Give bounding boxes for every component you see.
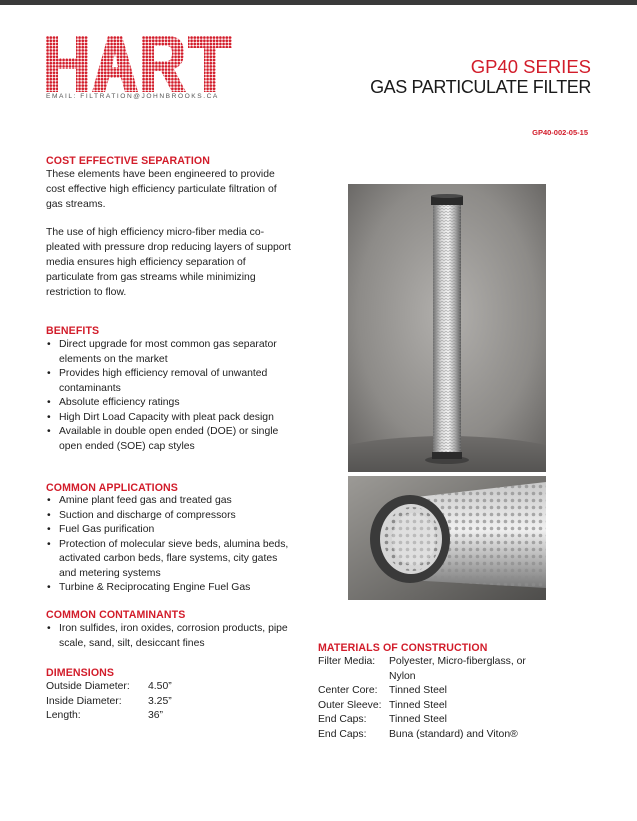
- dimension-label: Inside Diameter:: [46, 695, 122, 707]
- end-cap-closeup-photo: [348, 476, 546, 600]
- filter-element-photo: [348, 184, 546, 472]
- table-row: [46, 680, 172, 695]
- benefits-heading: BENEFITS: [46, 325, 100, 337]
- applications-list: [46, 494, 296, 596]
- dimensions-heading: DIMENSIONS: [46, 667, 115, 679]
- material-value: Tinned Steel: [389, 699, 447, 711]
- list-item: • Protection of molecular sieve beds, alumina beds, activated carbon beds, flare systems, city gates and metering systems: [46, 538, 296, 582]
- list-item: • Suction and discharge of compressors: [46, 509, 296, 524]
- material-label: Filter Media:: [318, 656, 376, 667]
- dimension-value: 3.25”: [148, 695, 172, 707]
- document-code: GP40-002-05-15: [532, 128, 588, 137]
- table-row: [318, 655, 568, 684]
- table-row: [318, 713, 568, 728]
- cost-effective-para-2: The use of high efficiency micro-fiber media co-pleated with pressure drop reducing layers of support media ensures high efficiency separation of particulate from gas streams while minimizing restriction to flow.: [46, 227, 291, 298]
- list-item: • High Dirt Load Capacity with pleat pack design: [46, 411, 296, 426]
- top-bar: [0, 0, 637, 5]
- contaminants-heading: COMMON CONTAMINANTS: [46, 609, 186, 621]
- dimension-label: Length:: [46, 710, 81, 721]
- list-item: • Fuel Gas purification: [46, 523, 296, 538]
- material-label: End Caps:: [318, 714, 367, 725]
- material-value: Polyester, Micro-fiberglass, or Nylon: [389, 656, 526, 682]
- contact-email: EMAIL: FILTRATION@JOHNBROOKS.CA: [46, 93, 219, 100]
- material-value: Buna (standard) and Viton®: [389, 728, 518, 740]
- list-item: • Amine plant feed gas and treated gas: [46, 494, 296, 509]
- table-row: [318, 728, 568, 743]
- materials-heading: MATERIALS OF CONSTRUCTION: [318, 642, 488, 654]
- list-item: • Available in double open ended (DOE) or single open ended (SOE) cap styles: [46, 425, 296, 454]
- applications-heading: COMMON APPLICATIONS: [46, 482, 178, 494]
- list-item: • Turbine & Reciprocating Engine Fuel Gas: [46, 581, 296, 596]
- material-label: End Caps:: [318, 728, 367, 740]
- table-row: [318, 684, 568, 699]
- table-row: [318, 699, 568, 714]
- hart-logo: [46, 36, 232, 92]
- dimension-value: 36”: [148, 710, 164, 721]
- series-title: GP40 SERIES: [470, 56, 591, 77]
- dimensions-table: [46, 680, 172, 724]
- dimension-value: 4.50”: [148, 681, 172, 692]
- material-value: Tinned Steel: [389, 714, 447, 725]
- list-item: • Provides high efficiency removal of unwanted contaminants: [46, 367, 296, 396]
- list-item: • Absolute efficiency ratings: [46, 396, 296, 411]
- material-label: Outer Sleeve:: [318, 699, 382, 711]
- contaminants-list: [46, 622, 301, 651]
- materials-table: [318, 655, 568, 742]
- list-item: • Iron sulfides, iron oxides, corrosion products, pipe scale, sand, silt, desiccant fines: [46, 622, 301, 651]
- table-row: [46, 709, 172, 724]
- cost-effective-heading: COST EFFECTIVE SEPARATION: [46, 155, 210, 167]
- material-value: Tinned Steel: [389, 685, 447, 696]
- benefits-list: [46, 338, 296, 454]
- table-row: [46, 695, 172, 710]
- material-label: Center Core:: [318, 685, 378, 696]
- list-item: • Direct upgrade for most common gas separator elements on the market: [46, 338, 296, 367]
- product-subtitle: GAS PARTICULATE FILTER: [370, 77, 591, 97]
- dimension-label: Outside Diameter:: [46, 681, 130, 692]
- cost-effective-para-1: These elements have been engineered to provide cost effective high efficiency particulate filtration of gas streams.: [46, 169, 277, 210]
